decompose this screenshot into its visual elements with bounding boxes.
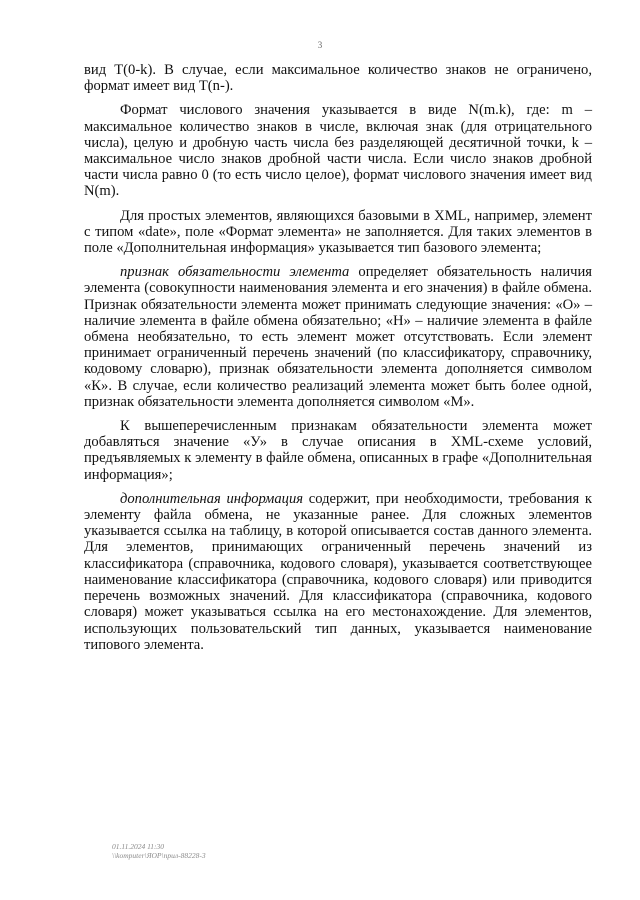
paragraph: вид T(0-k). В случае, если максимальное количество знаков не ограничено, формат имеет вид T(n-).	[84, 62, 592, 95]
paragraph: Формат числового значения указывается в виде N(m.k), где: m – максимальное количество знаков в числе, включая знак (для отрицательного числа), целую и дробную часть числа без разделяющей десятичной точки, k – максимальное число знаков дробной части числа. Если число знаков дробной части числа равно 0 (то есть число целое), формат числового значения имеет вид N(m).	[84, 102, 592, 200]
footer-path: \\komputer\ЯОР\прил-88228-3	[112, 851, 206, 860]
paragraph: Для простых элементов, являющихся базовыми в XML, например, элемент с типом «date», поле «Формат элемента» не заполняется. Для таких элементов в поле «Дополнительная информация» указывается тип базового элемента;	[84, 207, 592, 257]
page-number: 3	[317, 40, 323, 50]
paragraph: К вышеперечисленным признакам обязательности элемента может добавляться значение «У» в случае описания в XML-схеме условий, предъявляемых к элементу в файле обмена, описанных в графе «Дополнительная информация»;	[84, 418, 592, 483]
footer	[112, 842, 206, 860]
term-italic: дополнительная информация	[120, 490, 304, 507]
footer-date: 01.11.2024 11:30	[112, 842, 165, 851]
paragraph	[84, 264, 592, 410]
paragraph-text: определяет обязательность наличия элемента (совокупности наименования элемента и его значения) в файле обмена. Признак обязательности элемента может принимать следующие значения: «О» – наличие элемента в файле обмена обязательно; «Н» – наличие элемента в файле обмена необязательно, то есть элемент может отсутствовать. Если элемент принимает ограниченный перечень значений (по классификатору, справочнику, кодовому словарю), признак обязательности элемента дополняется символом «К». В случае, если количество реализаций элемента может быть более одной, признак обязательности элемента дополняется символом «М».	[84, 264, 592, 410]
term-italic: признак обязательности элемента	[120, 264, 350, 281]
paragraph	[84, 491, 592, 653]
paragraph-text: содержит, при необходимости, требования к элементу файла обмена, не указанные ранее. Для сложных элементов указывается ссылка на таблицу, в которой описывается состав данного элемента. Для элементов, принимающих ограниченный перечень значений из классификатора (справочника, кодового словаря), указывается соответствующее наименование классификатора (справочника, кодового словаря) или приводится перечень возможных значений. Для классификатора (справочника, кодового словаря) может указываться ссылка на его местонахождение. Для элементов, использующих пользовательский тип данных, указывается наименование типового элемента.	[84, 490, 592, 653]
document-body	[84, 62, 592, 661]
